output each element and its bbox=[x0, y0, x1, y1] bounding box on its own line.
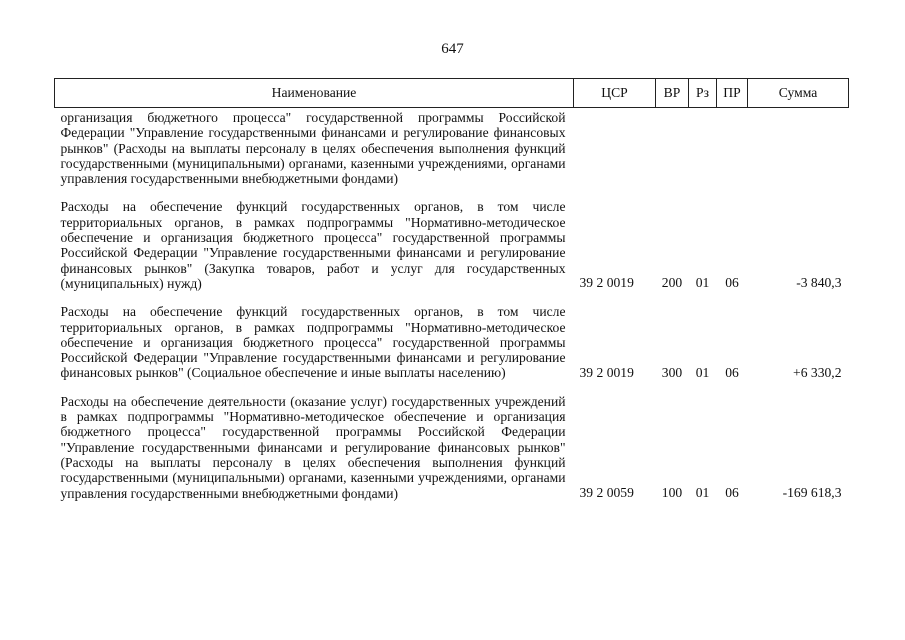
table-row bbox=[55, 186, 849, 291]
row-csr: 39 2 0019 bbox=[579, 364, 634, 380]
table-row bbox=[55, 291, 849, 380]
row-pr: 06 bbox=[725, 275, 739, 291]
table-row bbox=[55, 108, 849, 187]
row-pr: 06 bbox=[725, 484, 739, 500]
row-name: Расходы на обеспечение функций государственных органов, в том числе территориальных органов, в рамках подпрограммы "Нормативно-методическое обеспечение и организация бюджетного процесса" государственной программы Российской Федерации "Управление государственными финансами и регулирование финансовых рынков" (Социальное обеспечение и иные выплаты населению) bbox=[60, 304, 566, 381]
row-name: Расходы на обеспечение деятельности (оказание услуг) государственных учреждений в рамках подпрограммы "Нормативно-методическое обеспечение и организация бюджетного процесса" государственной программы Российской Федерации "Управление государственными финансами и регулирование финансовых рынков" (Расходы на выплаты персоналу в целях обеспечения выполнения функций государственными (муниципальными) органами, казенными учреждениями, органами управления государственными внебюджетными фондами) bbox=[60, 393, 566, 501]
row-rz: 01 bbox=[695, 484, 710, 500]
row-name: Расходы на обеспечение функций государственных органов, в том числе территориальных органов, в рамках подпрограммы "Нормативно-методическое обеспечение и организация бюджетного процесса" государственной программы Российской Федерации "Управление государственными финансами и регулирование финансовых рынков" (Закупка товаров, работ и услуг для государственных (муниципальных) нужд) bbox=[60, 199, 566, 291]
row-vr: 100 bbox=[661, 484, 683, 500]
row-name: организация бюджетного процесса" государственной программы Российской Федерации "Управление государственными финансами и регулирование финансовых рынков" (Расходы на выплаты персоналу в целях обеспечения выполнения функций государственными (муниципальными) органами, казенными учреждениями, органами управления государственными внебюджетными фондами) bbox=[60, 110, 566, 187]
row-rz bbox=[689, 108, 717, 187]
row-rz: 01 bbox=[695, 364, 710, 380]
table-header-row bbox=[55, 79, 849, 108]
row-sum: -3 840,3 bbox=[796, 275, 842, 291]
header-name: Наименование bbox=[55, 79, 574, 108]
row-sum: +6 330,2 bbox=[793, 364, 842, 380]
row-sum: -169 618,3 bbox=[782, 484, 842, 500]
row-vr bbox=[656, 108, 689, 187]
header-pr: ПР bbox=[717, 79, 748, 108]
row-csr: 39 2 0059 bbox=[579, 484, 634, 500]
header-csr: ЦСР bbox=[574, 79, 656, 108]
header-sum: Сумма bbox=[748, 79, 849, 108]
budget-table bbox=[54, 78, 849, 501]
row-rz: 01 bbox=[695, 275, 710, 291]
header-rz: Рз bbox=[689, 79, 717, 108]
header-vr: ВР bbox=[656, 79, 689, 108]
table-row bbox=[55, 381, 849, 501]
row-sum bbox=[748, 108, 849, 187]
row-vr: 200 bbox=[661, 275, 683, 291]
row-csr bbox=[574, 108, 656, 187]
row-vr: 300 bbox=[661, 364, 683, 380]
page-number: 647 bbox=[441, 41, 464, 57]
row-pr bbox=[717, 108, 748, 187]
row-csr: 39 2 0019 bbox=[579, 275, 634, 291]
row-pr: 06 bbox=[725, 364, 739, 380]
